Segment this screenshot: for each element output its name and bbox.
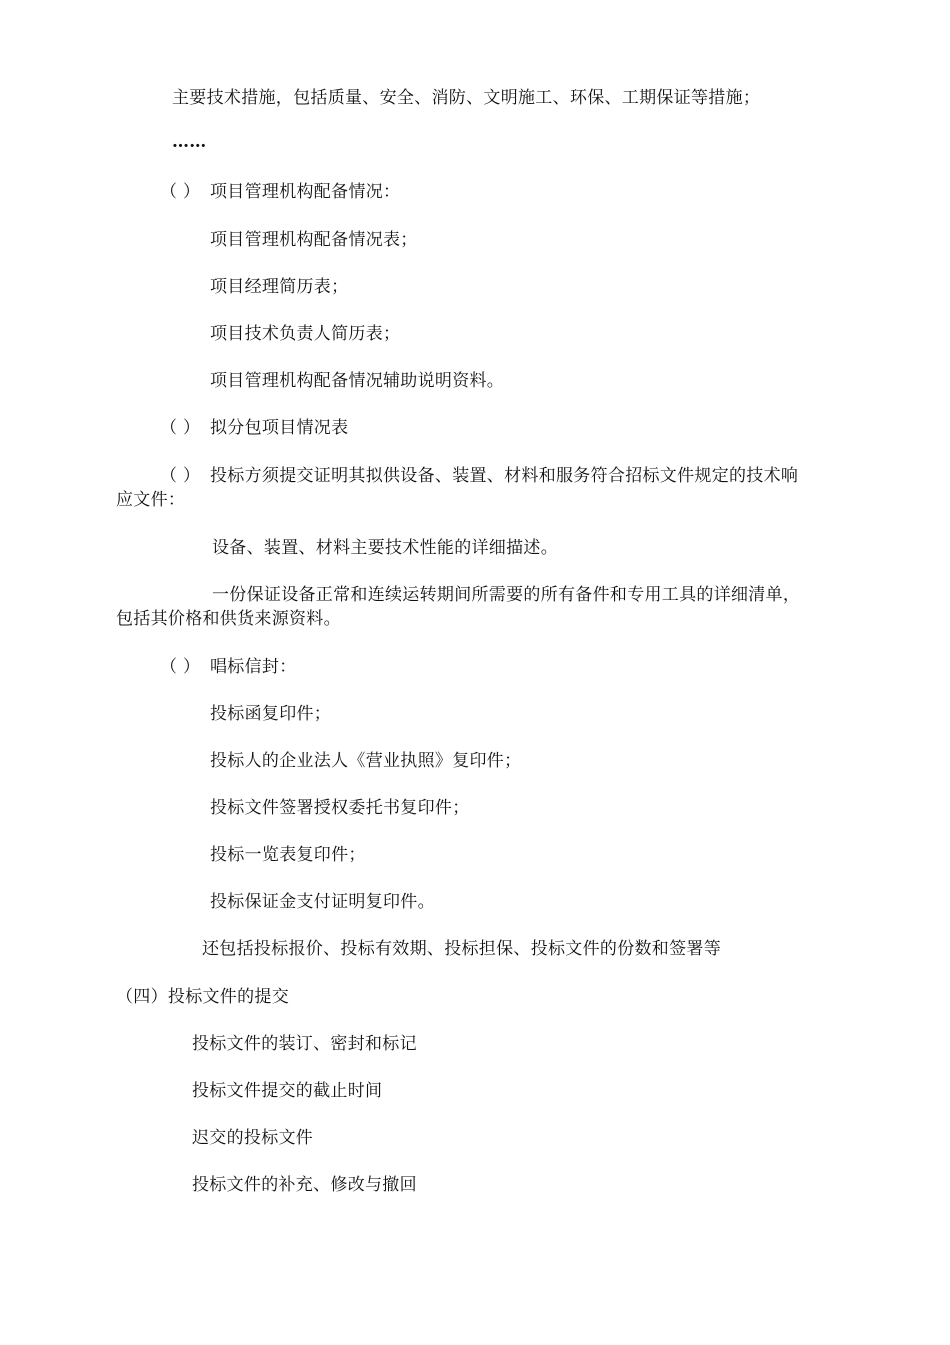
list-item: 项目管理机构配备情况辅助说明资料。 <box>210 371 505 391</box>
section-bracket: （ ） <box>160 657 201 677</box>
list-item: 投标文件的补充、修改与撤回 <box>192 1175 417 1195</box>
section-title: 投标方须提交证明其拟供设备、装置、材料和服务符合招标文件规定的技术响 <box>210 466 799 486</box>
section-bracket: （ ） <box>160 466 201 486</box>
section-title: 项目管理机构配备情况： <box>210 182 401 202</box>
section-bracket: （ ） <box>160 182 201 202</box>
ellipsis: …… <box>172 132 207 152</box>
section-title-continuation: 应文件： <box>116 490 186 510</box>
list-item: 投标函复印件； <box>210 704 332 724</box>
section-subcontract-heading <box>160 416 348 440</box>
list-item: 迟交的投标文件 <box>192 1128 314 1148</box>
list-item: 投标保证金支付证明复印件。 <box>210 892 435 912</box>
section-title: 唱标信封： <box>210 657 297 677</box>
list-item: 设备、装置、材料主要技术性能的详细描述。 <box>212 538 558 558</box>
section-title: 拟分包项目情况表 <box>210 418 349 438</box>
section-tech-heading <box>160 464 798 488</box>
list-item: 项目技术负责人简历表； <box>210 324 401 344</box>
section-mgmt-heading <box>160 180 400 204</box>
section-four-heading: （四）投标文件的提交 <box>116 987 289 1007</box>
also-includes-line: 还包括投标报价、投标有效期、投标担保、投标文件的份数和签署等 <box>202 939 721 959</box>
list-item: 投标文件提交的截止时间 <box>192 1081 383 1101</box>
section-bracket: （ ） <box>160 418 201 438</box>
list-item: 投标人的企业法人《营业执照》复印件； <box>210 751 522 771</box>
list-item: 项目管理机构配备情况表； <box>210 230 418 250</box>
list-item: 投标文件签署授权委托书复印件； <box>210 798 470 818</box>
list-item: 投标文件的装订、密封和标记 <box>192 1034 417 1054</box>
list-item: 投标一览表复印件； <box>210 845 366 865</box>
list-item: 一份保证设备正常和连续运转期间所需要的所有备件和专用工具的详细清单， <box>212 585 801 605</box>
measures-line: 主要技术措施，包括质量、安全、消防、文明施工、环保、工期保证等措施； <box>172 88 761 108</box>
list-item-continuation: 包括其价格和供货来源资料。 <box>116 609 341 629</box>
list-item: 项目经理简历表； <box>210 277 349 297</box>
section-envelope-heading <box>160 655 297 679</box>
